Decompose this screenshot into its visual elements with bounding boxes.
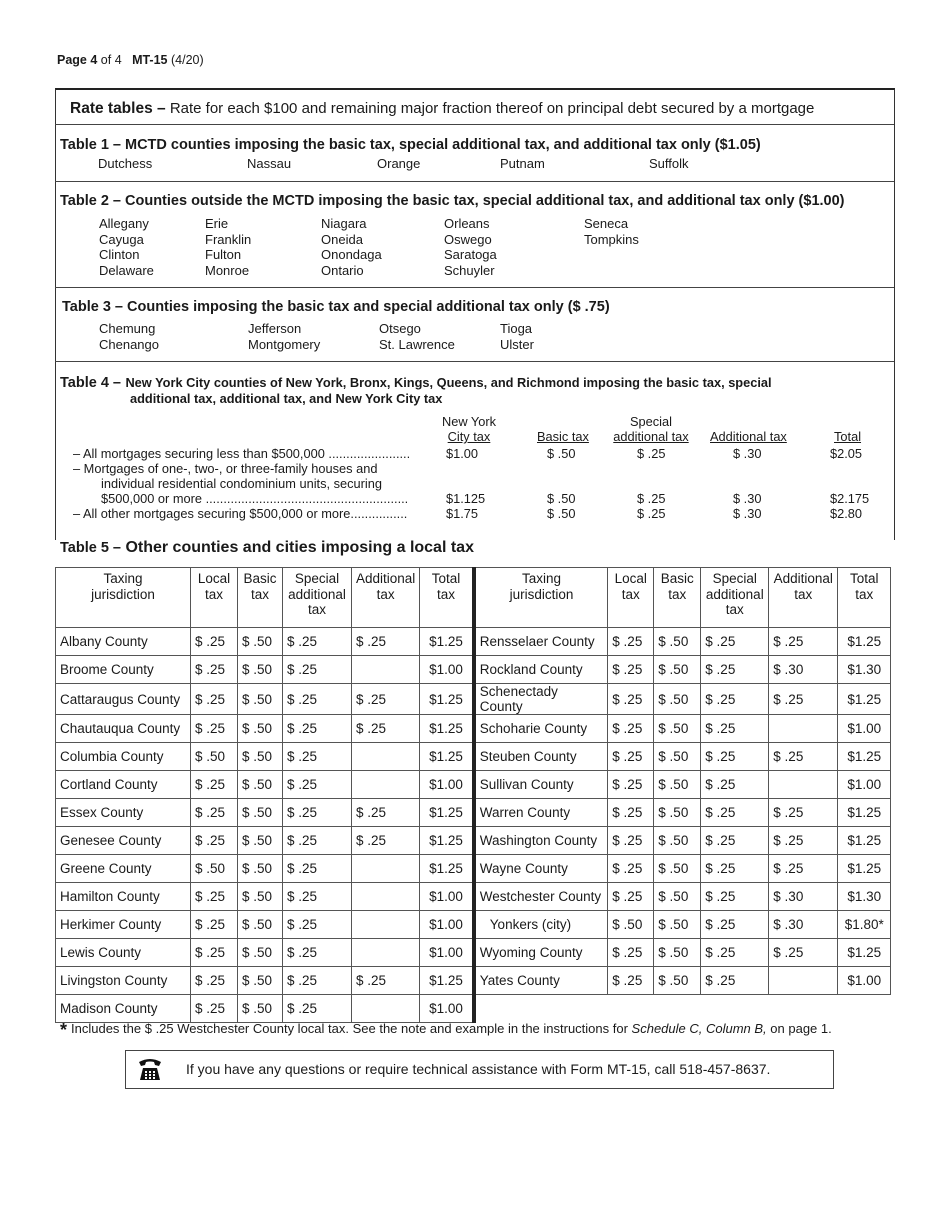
header-total: Total tax bbox=[420, 568, 474, 628]
basic-tax-cell: $ .50 bbox=[238, 715, 283, 743]
local-tax-cell: $ .25 bbox=[191, 715, 238, 743]
special-tax-cell: $ .25 bbox=[283, 684, 352, 715]
additional-tax-cell: $ .25 bbox=[769, 628, 838, 656]
basic-tax-cell: $ .50 bbox=[654, 799, 701, 827]
total-tax-cell: $1.25 bbox=[420, 855, 474, 883]
total-tax-cell: $1.00 bbox=[420, 656, 474, 684]
county-name: Monroe bbox=[205, 262, 250, 278]
basic-tax-cell: $ .50 bbox=[654, 743, 701, 771]
table5 bbox=[55, 567, 891, 1023]
header-jurisdiction: Taxing jurisdiction bbox=[56, 568, 191, 628]
basic-tax-cell: $ .50 bbox=[238, 799, 283, 827]
total-tax-cell: $1.25 bbox=[420, 967, 474, 995]
total-tax-cell: $1.25 bbox=[838, 827, 891, 855]
special-tax-cell: $ .25 bbox=[701, 827, 769, 855]
additional-tax-cell: $ .25 bbox=[352, 684, 420, 715]
empty-cell bbox=[769, 995, 838, 1023]
local-tax-cell: $ .25 bbox=[191, 995, 238, 1023]
special-tax-cell: $ .25 bbox=[283, 715, 352, 743]
local-tax-cell: $ .25 bbox=[608, 799, 654, 827]
local-tax-cell: $ .25 bbox=[191, 883, 238, 911]
county-name: Clinton bbox=[99, 247, 140, 262]
help-text: If you have any questions or require technical assistance with Form MT-15, call 518-457-8637. bbox=[186, 1061, 771, 1077]
table2-title: Table 2 – Counties outside the MCTD imposing the basic tax, special additional tax, and additional tax only ($1.00) bbox=[60, 193, 845, 209]
empty-cell bbox=[654, 995, 701, 1023]
county-name: Niagara bbox=[321, 216, 367, 231]
jurisdiction-cell: Cattaraugus County bbox=[56, 684, 191, 715]
jurisdiction-cell: Sullivan County bbox=[474, 771, 608, 799]
basic-tax-cell: $ .50 bbox=[238, 628, 283, 656]
table-row bbox=[56, 684, 891, 715]
empty-cell bbox=[608, 995, 654, 1023]
table4-row1-additional: $ .30 bbox=[733, 446, 762, 461]
special-tax-cell: $ .25 bbox=[283, 827, 352, 855]
table4-row3-nyc: $1.75 bbox=[446, 506, 479, 521]
table-row bbox=[56, 628, 891, 656]
county-name: Chemung bbox=[99, 321, 156, 336]
empty-cell bbox=[838, 995, 891, 1023]
jurisdiction-cell: Warren County bbox=[474, 799, 608, 827]
jurisdiction-cell: Herkimer County bbox=[56, 911, 191, 939]
local-tax-cell: $ .50 bbox=[191, 743, 238, 771]
county-name: Oswego bbox=[444, 231, 492, 247]
empty-cell bbox=[474, 995, 608, 1023]
jurisdiction-cell: Hamilton County bbox=[56, 883, 191, 911]
additional-tax-cell: $ .25 bbox=[769, 939, 838, 967]
footnote: * Includes the $ .25 Westchester County local tax. See the note and example in the instructions for Schedule C, Column B, on page 1. bbox=[60, 1020, 832, 1040]
total-tax-cell: $1.00 bbox=[838, 967, 891, 995]
total-tax-cell: $1.25 bbox=[420, 799, 474, 827]
header-special: Special additional tax bbox=[283, 568, 352, 628]
additional-tax-cell bbox=[352, 911, 420, 939]
table4-row1-basic: $ .50 bbox=[547, 446, 576, 461]
total-tax-cell: $1.00 bbox=[420, 911, 474, 939]
total-tax-cell: $1.00 bbox=[420, 883, 474, 911]
county-name: Dutchess bbox=[98, 156, 153, 171]
header-special: Special additional tax bbox=[701, 568, 769, 628]
additional-tax-cell: $ .25 bbox=[352, 967, 420, 995]
county-name: Ulster bbox=[500, 337, 534, 352]
divider bbox=[55, 287, 894, 288]
additional-tax-cell bbox=[352, 855, 420, 883]
local-tax-cell: $ .25 bbox=[191, 628, 238, 656]
special-tax-cell: $ .25 bbox=[283, 967, 352, 995]
county-name: Onondaga bbox=[321, 247, 382, 262]
total-tax-cell: $1.00 bbox=[838, 715, 891, 743]
table4-row3-special: $ .25 bbox=[637, 506, 666, 521]
special-tax-cell: $ .25 bbox=[701, 967, 769, 995]
local-tax-cell: $ .25 bbox=[191, 911, 238, 939]
table-row bbox=[56, 883, 891, 911]
local-tax-cell: $ .25 bbox=[608, 743, 654, 771]
additional-tax-cell: $ .25 bbox=[769, 799, 838, 827]
special-tax-cell: $ .25 bbox=[701, 799, 769, 827]
jurisdiction-cell: Yonkers (city) bbox=[474, 911, 608, 939]
jurisdiction-cell: Essex County bbox=[56, 799, 191, 827]
jurisdiction-cell: Yates County bbox=[474, 967, 608, 995]
jurisdiction-cell: Genesee County bbox=[56, 827, 191, 855]
additional-tax-cell: $ .25 bbox=[352, 827, 420, 855]
local-tax-cell: $ .25 bbox=[191, 656, 238, 684]
jurisdiction-cell: Albany County bbox=[56, 628, 191, 656]
total-tax-cell: $1.25 bbox=[838, 628, 891, 656]
table4-row2-basic: $ .50 bbox=[547, 491, 576, 506]
header-local: Local tax bbox=[191, 568, 238, 628]
table5-header-row bbox=[56, 568, 891, 628]
total-tax-cell: $1.00 bbox=[420, 939, 474, 967]
basic-tax-cell: $ .50 bbox=[654, 684, 701, 715]
table4-row1-special: $ .25 bbox=[637, 446, 666, 461]
local-tax-cell: $ .25 bbox=[608, 715, 654, 743]
local-tax-cell: $ .25 bbox=[608, 855, 654, 883]
county-name: Oneida bbox=[321, 231, 363, 247]
jurisdiction-cell: Rockland County bbox=[474, 656, 608, 684]
divider bbox=[55, 361, 894, 362]
total-tax-cell: $1.25 bbox=[838, 855, 891, 883]
table4-row1-label: – All mortgages securing less than $500,000 ....................... bbox=[73, 446, 411, 461]
table4-header-basic: Basic tax bbox=[537, 429, 589, 444]
table4-row3-total: $2.80 bbox=[830, 506, 863, 521]
special-tax-cell: $ .25 bbox=[283, 771, 352, 799]
empty-cell bbox=[701, 995, 769, 1023]
jurisdiction-cell: Cortland County bbox=[56, 771, 191, 799]
county-name: Cayuga bbox=[99, 231, 144, 247]
table4-header-nyc: New York City tax bbox=[441, 414, 497, 444]
additional-tax-cell: $ .25 bbox=[769, 827, 838, 855]
jurisdiction-cell: Westchester County bbox=[474, 883, 608, 911]
table4-row2-special: $ .25 bbox=[637, 491, 666, 506]
additional-tax-cell: $ .25 bbox=[769, 684, 838, 715]
total-tax-cell: $1.25 bbox=[420, 628, 474, 656]
county-name: Chenango bbox=[99, 337, 159, 352]
county-name: Tioga bbox=[500, 321, 533, 336]
table4-row2-total: $2.175 bbox=[830, 491, 870, 506]
basic-tax-cell: $ .50 bbox=[654, 939, 701, 967]
jurisdiction-cell: Rensselaer County bbox=[474, 628, 608, 656]
basic-tax-cell: $ .50 bbox=[654, 715, 701, 743]
county-name: Delaware bbox=[99, 262, 154, 278]
county-name: Suffolk bbox=[649, 156, 689, 171]
local-tax-cell: $ .25 bbox=[608, 771, 654, 799]
header-jurisdiction: Taxing jurisdiction bbox=[474, 568, 608, 628]
local-tax-cell: $ .25 bbox=[608, 827, 654, 855]
rate-tables-heading: Rate tables – Rate for each $100 and remaining major fraction thereof on principal debt secured by a mortgage bbox=[70, 100, 815, 117]
additional-tax-cell: $ .30 bbox=[769, 656, 838, 684]
special-tax-cell: $ .25 bbox=[701, 911, 769, 939]
basic-tax-cell: $ .50 bbox=[238, 939, 283, 967]
header-total: Total tax bbox=[838, 568, 891, 628]
total-tax-cell: $1.00 bbox=[838, 771, 891, 799]
total-tax-cell: $1.25 bbox=[838, 939, 891, 967]
special-tax-cell: $ .25 bbox=[701, 743, 769, 771]
jurisdiction-cell: Livingston County bbox=[56, 967, 191, 995]
form-id: MT-15 bbox=[132, 53, 168, 67]
header-local: Local tax bbox=[608, 568, 654, 628]
table-row bbox=[56, 743, 891, 771]
table5-title: Table 5 – Other counties and cities imposing a local tax bbox=[60, 539, 474, 556]
table4-header-total: Total bbox=[834, 429, 862, 444]
county-name: Seneca bbox=[584, 216, 629, 231]
additional-tax-cell: $ .25 bbox=[769, 743, 838, 771]
county-name: Fulton bbox=[205, 247, 242, 262]
jurisdiction-cell: Madison County bbox=[56, 995, 191, 1023]
jurisdiction-cell: Chautauqua County bbox=[56, 715, 191, 743]
jurisdiction-cell: Wayne County bbox=[474, 855, 608, 883]
special-tax-cell: $ .25 bbox=[283, 855, 352, 883]
basic-tax-cell: $ .50 bbox=[238, 883, 283, 911]
page-of: of 4 bbox=[100, 53, 122, 67]
table4-header-special: Special additional tax bbox=[613, 414, 689, 444]
county-name: Schuyler bbox=[444, 262, 495, 278]
additional-tax-cell bbox=[352, 939, 420, 967]
table4-row2-nyc: $1.125 bbox=[446, 491, 486, 506]
local-tax-cell: $ .25 bbox=[608, 656, 654, 684]
total-tax-cell: $1.00 bbox=[420, 995, 474, 1023]
county-name: Otsego bbox=[379, 321, 421, 336]
additional-tax-cell bbox=[352, 771, 420, 799]
county-name: Jefferson bbox=[248, 321, 302, 336]
basic-tax-cell: $ .50 bbox=[654, 771, 701, 799]
basic-tax-cell: $ .50 bbox=[238, 684, 283, 715]
local-tax-cell: $ .25 bbox=[191, 684, 238, 715]
basic-tax-cell: $ .50 bbox=[238, 656, 283, 684]
table-row bbox=[56, 827, 891, 855]
table4-row1-total: $2.05 bbox=[830, 446, 863, 461]
basic-tax-cell: $ .50 bbox=[238, 827, 283, 855]
local-tax-cell: $ .50 bbox=[191, 855, 238, 883]
additional-tax-cell: $ .25 bbox=[769, 855, 838, 883]
special-tax-cell: $ .25 bbox=[283, 939, 352, 967]
jurisdiction-cell: Columbia County bbox=[56, 743, 191, 771]
local-tax-cell: $ .25 bbox=[191, 799, 238, 827]
county-name: Erie bbox=[205, 216, 229, 231]
jurisdiction-cell: Wyoming County bbox=[474, 939, 608, 967]
county-name: Montgomery bbox=[248, 337, 321, 352]
basic-tax-cell: $ .50 bbox=[238, 743, 283, 771]
table4-row2-label3: $500,000 or more ......................................................... bbox=[101, 491, 409, 506]
basic-tax-cell: $ .50 bbox=[238, 855, 283, 883]
additional-tax-cell: $ .30 bbox=[769, 911, 838, 939]
page-header bbox=[57, 53, 204, 67]
special-tax-cell: $ .25 bbox=[701, 628, 769, 656]
table-row bbox=[56, 995, 891, 1023]
local-tax-cell: $ .25 bbox=[191, 827, 238, 855]
divider bbox=[55, 181, 894, 182]
total-tax-cell: $1.25 bbox=[420, 743, 474, 771]
additional-tax-cell bbox=[352, 995, 420, 1023]
page-number: Page 4 bbox=[57, 53, 98, 67]
basic-tax-cell: $ .50 bbox=[238, 771, 283, 799]
additional-tax-cell bbox=[769, 771, 838, 799]
local-tax-cell: $ .25 bbox=[608, 628, 654, 656]
header-basic: Basic tax bbox=[654, 568, 701, 628]
additional-tax-cell bbox=[352, 656, 420, 684]
jurisdiction-cell: Schoharie County bbox=[474, 715, 608, 743]
help-box bbox=[125, 1050, 834, 1089]
special-tax-cell: $ .25 bbox=[283, 799, 352, 827]
special-tax-cell: $ .25 bbox=[283, 743, 352, 771]
header-additional: Additional tax bbox=[352, 568, 420, 628]
table4-row3-basic: $ .50 bbox=[547, 506, 576, 521]
jurisdiction-cell: Greene County bbox=[56, 855, 191, 883]
local-tax-cell: $ .25 bbox=[191, 967, 238, 995]
total-tax-cell: $1.00 bbox=[420, 771, 474, 799]
total-tax-cell: $1.30 bbox=[838, 883, 891, 911]
basic-tax-cell: $ .50 bbox=[654, 628, 701, 656]
special-tax-cell: $ .25 bbox=[283, 995, 352, 1023]
table-row bbox=[56, 911, 891, 939]
local-tax-cell: $ .25 bbox=[608, 684, 654, 715]
table-row bbox=[56, 967, 891, 995]
table4-row2-additional: $ .30 bbox=[733, 491, 762, 506]
basic-tax-cell: $ .50 bbox=[654, 656, 701, 684]
special-tax-cell: $ .25 bbox=[701, 715, 769, 743]
local-tax-cell: $ .25 bbox=[608, 939, 654, 967]
basic-tax-cell: $ .50 bbox=[654, 911, 701, 939]
total-tax-cell: $1.30 bbox=[838, 656, 891, 684]
table4-title-line2: additional tax, additional tax, and New York City tax bbox=[130, 391, 443, 406]
additional-tax-cell bbox=[769, 967, 838, 995]
county-name: St. Lawrence bbox=[379, 337, 455, 352]
special-tax-cell: $ .25 bbox=[283, 656, 352, 684]
jurisdiction-cell: Schenectady County bbox=[474, 684, 608, 715]
total-tax-cell: $1.80* bbox=[838, 911, 891, 939]
basic-tax-cell: $ .50 bbox=[654, 827, 701, 855]
table4-row2-label2: individual residential condominium units, securing bbox=[101, 476, 382, 491]
local-tax-cell: $ .25 bbox=[608, 967, 654, 995]
county-name: Tompkins bbox=[584, 231, 639, 247]
local-tax-cell: $ .25 bbox=[191, 939, 238, 967]
total-tax-cell: $1.25 bbox=[420, 715, 474, 743]
total-tax-cell: $1.25 bbox=[838, 684, 891, 715]
telephone-icon bbox=[136, 1055, 164, 1083]
special-tax-cell: $ .25 bbox=[283, 883, 352, 911]
jurisdiction-cell: Lewis County bbox=[56, 939, 191, 967]
additional-tax-cell: $ .30 bbox=[769, 883, 838, 911]
table-row bbox=[56, 771, 891, 799]
county-name: Saratoga bbox=[444, 247, 497, 262]
basic-tax-cell: $ .50 bbox=[238, 995, 283, 1023]
table4-header-additional: Additional tax bbox=[710, 429, 787, 444]
table-row bbox=[56, 656, 891, 684]
divider bbox=[55, 124, 894, 125]
header-additional: Additional tax bbox=[769, 568, 838, 628]
basic-tax-cell: $ .50 bbox=[654, 967, 701, 995]
form-date: (4/20) bbox=[171, 53, 204, 67]
county-name: Orleans bbox=[444, 216, 490, 231]
basic-tax-cell: $ .50 bbox=[238, 911, 283, 939]
additional-tax-cell bbox=[769, 715, 838, 743]
special-tax-cell: $ .25 bbox=[701, 656, 769, 684]
local-tax-cell: $ .25 bbox=[608, 883, 654, 911]
jurisdiction-cell: Steuben County bbox=[474, 743, 608, 771]
county-name: Allegany bbox=[99, 216, 149, 231]
county-name: Putnam bbox=[500, 156, 545, 171]
table3-title: Table 3 – Counties imposing the basic tax and special additional tax only ($ .75) bbox=[62, 299, 610, 315]
table4-row1-nyc: $1.00 bbox=[446, 446, 479, 461]
table4-row3-additional: $ .30 bbox=[733, 506, 762, 521]
table-row bbox=[56, 799, 891, 827]
special-tax-cell: $ .25 bbox=[283, 911, 352, 939]
total-tax-cell: $1.25 bbox=[420, 827, 474, 855]
special-tax-cell: $ .25 bbox=[701, 855, 769, 883]
local-tax-cell: $ .50 bbox=[608, 911, 654, 939]
county-name: Franklin bbox=[205, 231, 252, 247]
table-row bbox=[56, 855, 891, 883]
basic-tax-cell: $ .50 bbox=[238, 967, 283, 995]
additional-tax-cell: $ .25 bbox=[352, 628, 420, 656]
special-tax-cell: $ .25 bbox=[701, 771, 769, 799]
jurisdiction-cell: Washington County bbox=[474, 827, 608, 855]
total-tax-cell: $1.25 bbox=[420, 684, 474, 715]
total-tax-cell: $1.25 bbox=[838, 799, 891, 827]
county-name: Orange bbox=[377, 156, 421, 171]
total-tax-cell: $1.25 bbox=[838, 743, 891, 771]
table1-title: Table 1 – MCTD counties imposing the basic tax, special additional tax, and additional tax only ($1.05) bbox=[60, 137, 761, 153]
additional-tax-cell bbox=[352, 883, 420, 911]
table4-title: Table 4 – New York City counties of New York, Bronx, Kings, Queens, and Richmond imposing the basic tax, special bbox=[60, 375, 772, 391]
county-name: Ontario bbox=[321, 262, 364, 278]
special-tax-cell: $ .25 bbox=[283, 628, 352, 656]
table4-row2-label1: – Mortgages of one-, two-, or three-family houses and bbox=[73, 461, 378, 476]
basic-tax-cell: $ .50 bbox=[654, 855, 701, 883]
table4-row3-label: – All other mortgages securing $500,000 or more................ bbox=[73, 506, 408, 521]
local-tax-cell: $ .25 bbox=[191, 771, 238, 799]
header-basic: Basic tax bbox=[238, 568, 283, 628]
jurisdiction-cell: Broome County bbox=[56, 656, 191, 684]
special-tax-cell: $ .25 bbox=[701, 939, 769, 967]
basic-tax-cell: $ .50 bbox=[654, 883, 701, 911]
additional-tax-cell bbox=[352, 743, 420, 771]
special-tax-cell: $ .25 bbox=[701, 883, 769, 911]
special-tax-cell: $ .25 bbox=[701, 684, 769, 715]
additional-tax-cell: $ .25 bbox=[352, 715, 420, 743]
table-row bbox=[56, 715, 891, 743]
county-name: Nassau bbox=[247, 156, 292, 171]
additional-tax-cell: $ .25 bbox=[352, 799, 420, 827]
table-row bbox=[56, 939, 891, 967]
